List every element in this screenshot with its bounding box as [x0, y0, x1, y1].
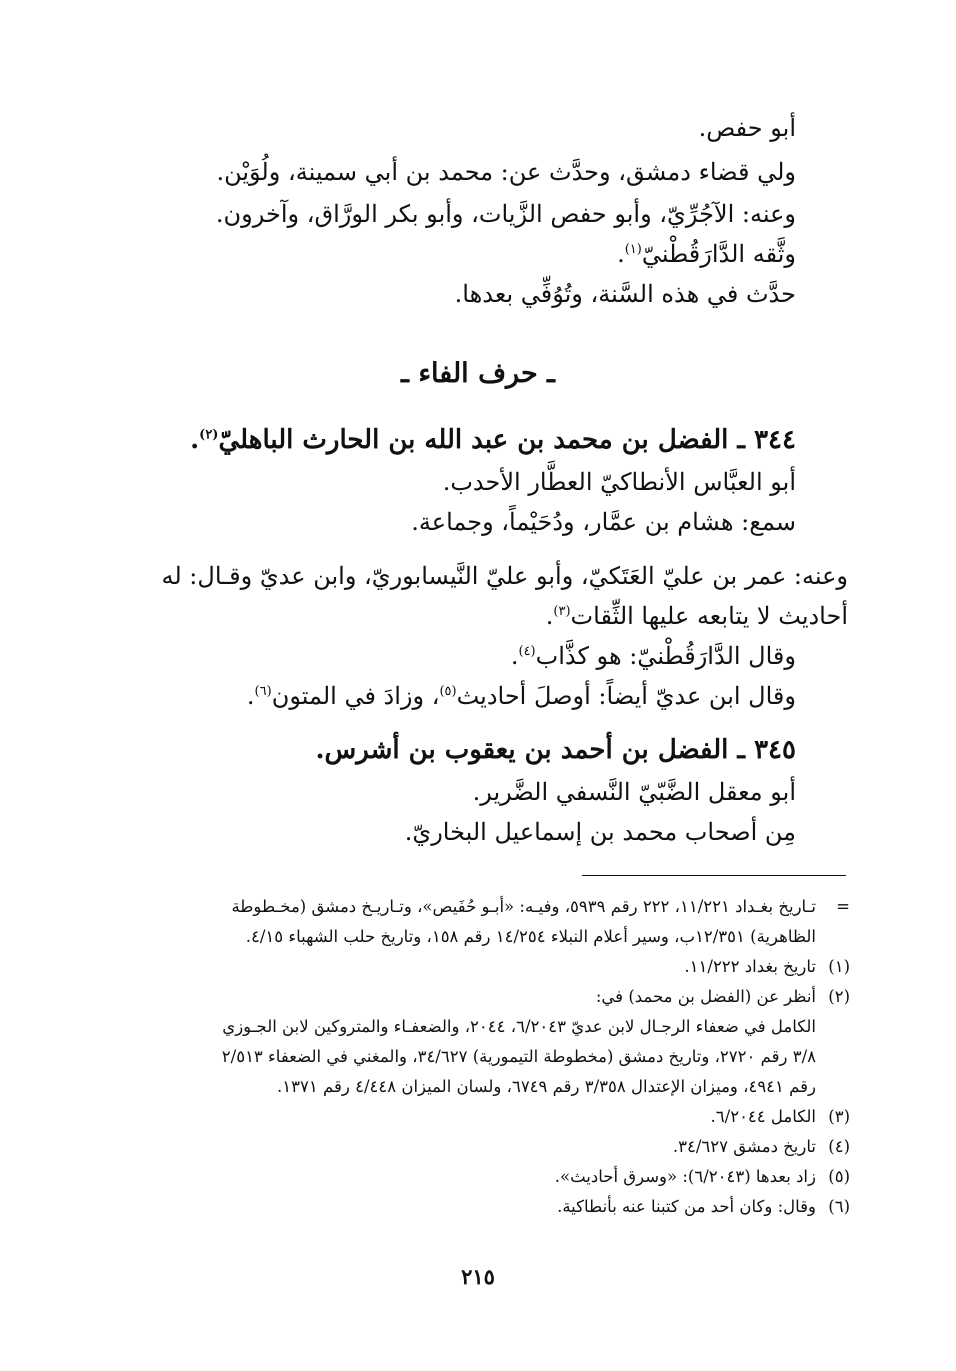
text: .	[545, 602, 554, 630]
footnote-line	[555, 1162, 850, 1191]
footnote-text: زاد بعدها (٦/٢٠٤٣): «وسرق أحاديث».	[554, 1167, 816, 1186]
footnote-ref: (٥)	[439, 684, 457, 699]
text: .	[246, 682, 255, 710]
text: وعنه: الآجُرِّيّ، وأبو حفص الزَّيات، وأبو بكر الورَّاق، وآخرون.	[215, 200, 796, 228]
body-line	[411, 502, 796, 542]
page-number: ٢١٥	[461, 1264, 495, 1289]
footnote-line	[557, 1192, 850, 1221]
footnote-line	[231, 892, 850, 921]
footnote-ref: (٦)	[254, 684, 272, 699]
body-line	[455, 274, 796, 314]
footnote-ref: (٢)	[199, 427, 219, 443]
footnote-number: (١)	[828, 957, 850, 976]
text: حدَّث في هذه السَّنة، وتُوُفِّي بعدها.	[454, 280, 796, 308]
footnote-separator	[582, 875, 846, 876]
body-line	[546, 596, 848, 636]
text: ، وزادَ في المتون	[271, 682, 440, 710]
footnote-text: أنظر عن (الفضل بن محمد) في:	[595, 987, 816, 1006]
text: أبو حفص.	[698, 114, 796, 142]
body-line	[247, 676, 796, 716]
entry-heading-text: ٣٤٤ ـ الفضل بن محمد بن عبد الله بن الحارث الباهليّ	[218, 425, 796, 455]
text: وقال ابن عديّ أيضاً: أوصلَ أحاديث	[456, 682, 796, 710]
footnote-text: رقم ٤٩٤١، وميزان الإعتدال ٣/٣٥٨ رقم ٦٧٤٩، ولسان الميزان ٤/٤٤٨ رقم ١٣٧١.	[277, 1077, 816, 1096]
footnote-text: الكامل في ضعفاء الرجـال لابن عديّ ٦/٢٠٤٣، ٢٠٤٤، والضعفـاء والمتروكين لابن الجـوزي	[222, 1017, 816, 1036]
footnote-line	[277, 1072, 816, 1101]
body-line	[511, 636, 796, 676]
entry-heading-text: ٣٤٥ ـ الفضل بن أحمد بن يعقوب بن أشرس.	[315, 735, 796, 765]
footnote-text: الكامل ٦/٢٠٤٤.	[710, 1107, 816, 1126]
footnote-number: (٢)	[828, 987, 850, 1006]
footnote-number: (٦)	[828, 1197, 850, 1216]
footnote-text: ٣/٨ رقم ٢٧٢٠، وتاريخ دمشق (مخطوطة التيمورية) ٣٤/٦٢٧، والمغني في الضعفاء ٢/٥١٣	[221, 1047, 816, 1066]
footnote-text: تاريخ بغداد ١١/٢٢٢.	[684, 957, 816, 976]
footnote-text: تاريخ دمشق ٣٤/٦٢٧.	[672, 1137, 816, 1156]
footnote-line	[222, 1042, 816, 1071]
continuation-marker: =	[836, 897, 850, 916]
footnote-text: تـاريخ بغـداد ١١/٢٢١، ٢٢٢ رقم ٥٩٣٩، وفيـه: «أبـو حُفَيص»، وتـاريـخ دمشق (مخـطوطة	[231, 897, 816, 916]
footnote-line	[246, 922, 816, 951]
text: .	[190, 425, 200, 455]
section-title: ـ حرف الفاء ـ	[401, 358, 555, 389]
footnote-line	[596, 982, 850, 1011]
footnote-number: (٣)	[828, 1107, 850, 1126]
footnote-ref: (١)	[624, 242, 642, 257]
text: وعنه: عمر بن عليّ العَتَكيّ، وأبو عليّ النَّيسابوريّ، وابن عديّ وقـال: له	[161, 562, 848, 590]
text: .	[617, 240, 625, 268]
text: أحاديث لا يتابعه عليها الثِّقات	[570, 602, 848, 630]
body-line	[162, 556, 849, 596]
body-line	[473, 772, 796, 812]
footnote-line	[711, 1102, 850, 1131]
body-line	[216, 194, 796, 234]
text: وثَّقه الدَّارَقُطْنيّ	[641, 240, 796, 268]
body-line	[699, 108, 796, 148]
body-line	[617, 234, 796, 274]
text: ولي قضاء دمشق، وحدَّث عن: محمد بن أبي سمينة، ولُوَيْن.	[216, 158, 796, 186]
text: مِن أصحاب محمد بن إسماعيل البخاريّ.	[404, 818, 796, 846]
body-line	[443, 462, 796, 502]
text: .	[510, 642, 519, 670]
text: وقال الدَّارَقُطْنيّ: هو كذَّاب	[535, 642, 796, 670]
footnote-line	[222, 1012, 816, 1041]
footnote-text: وقال: وكان أحد من كتبنا عنه بأنطاكية.	[557, 1197, 816, 1216]
entry-heading	[190, 420, 796, 460]
footnote-line	[684, 952, 850, 981]
footnote-text: الظاهرية) ١٢/٣٥١ب، وسير أعلام النبلاء ١٤/٢٥٤ رقم ١٥٨، وتاريخ حلب الشهباء ٤/١٥.	[245, 927, 816, 946]
body-line	[216, 152, 796, 192]
footnote-number: (٥)	[828, 1167, 850, 1186]
entry-heading	[315, 730, 796, 770]
text: أبو العبَّاس الأنطاكيّ العطَّار الأحدب.	[442, 468, 796, 496]
footnote-number: (٤)	[828, 1137, 850, 1156]
text: أبو معقل الضَّبّيّ النَّسفي الضَّرير.	[472, 778, 796, 806]
footnote-line	[673, 1132, 850, 1161]
footnote-ref: (٤)	[518, 644, 536, 659]
body-line	[405, 812, 796, 852]
footnote-ref: (٣)	[553, 604, 571, 619]
text: سمع: هشام بن عمَّار، ودُحَيْماً، وجماعة.	[411, 508, 796, 536]
